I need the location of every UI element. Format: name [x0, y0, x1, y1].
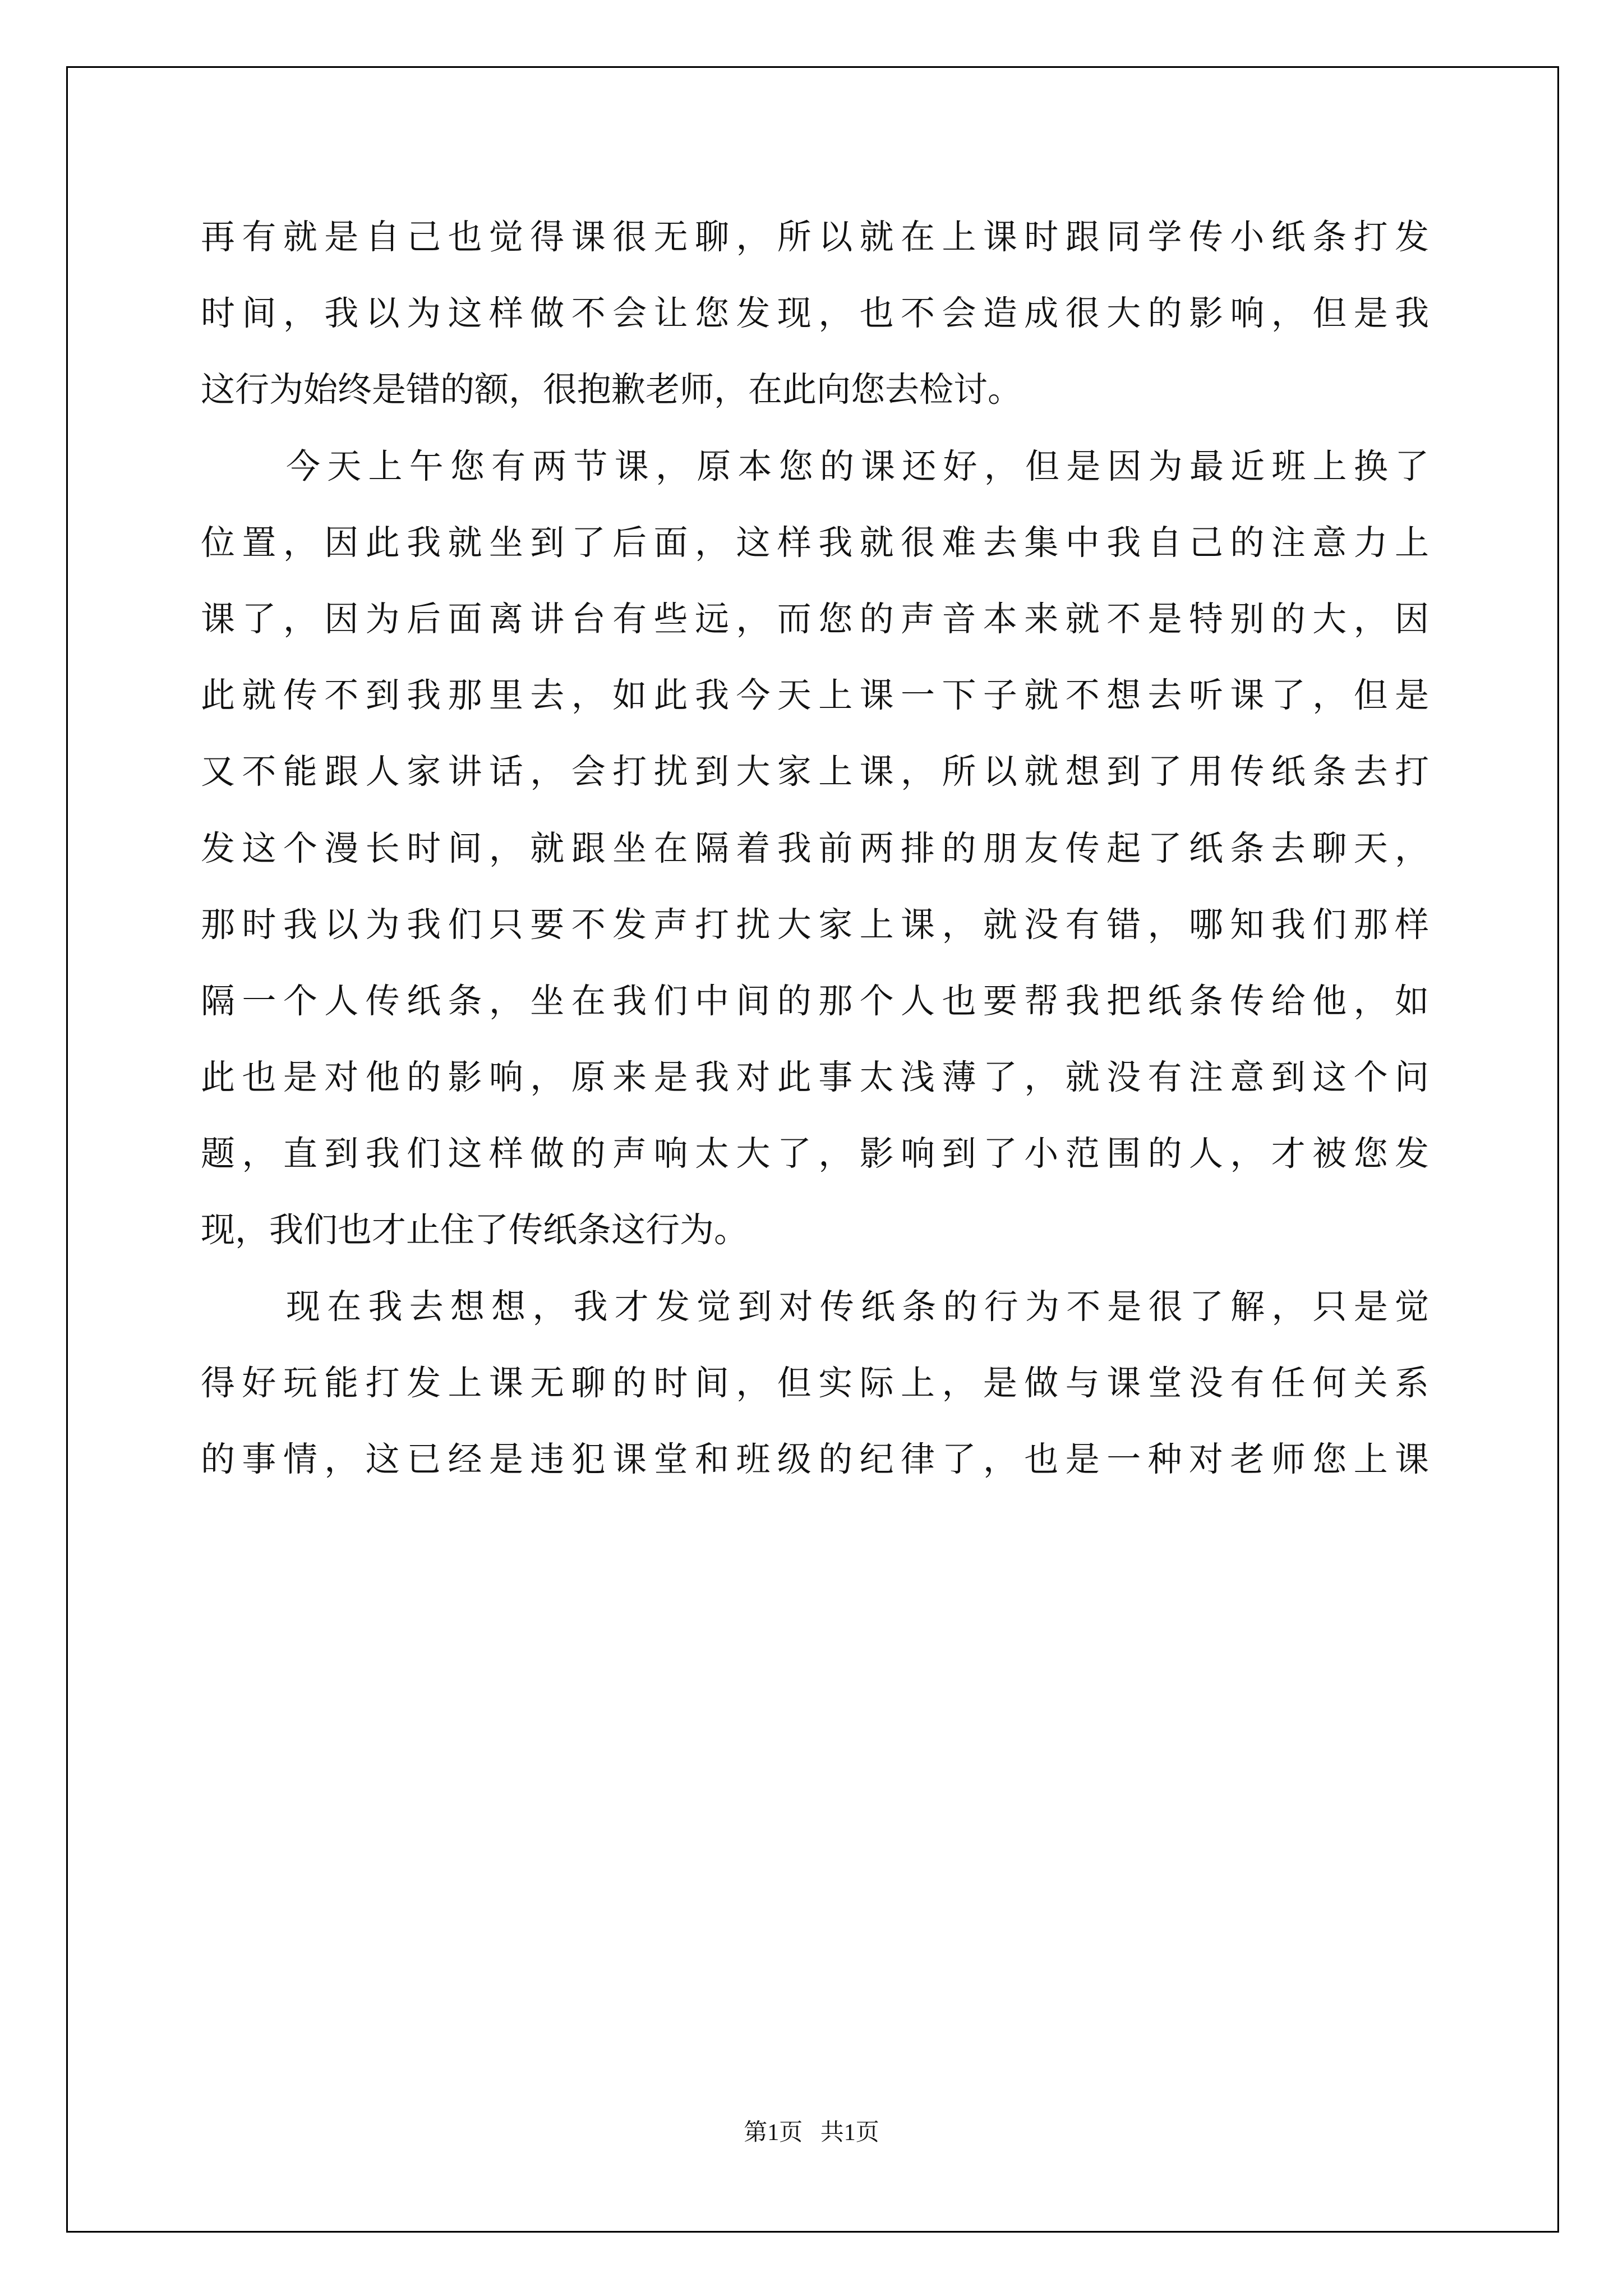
text-line: 题，直到我们这样做的声响太大了，影响到了小范围的人，才被您发: [201, 1134, 1429, 1174]
document-body: [201, 199, 1429, 1498]
text-line: 这行为始终是错的额，很抱歉老师，在此向您去检讨。: [201, 370, 1022, 410]
text-line: 的事情，这已经是违犯课堂和班级的纪律了，也是一种对老师您上课: [201, 1439, 1429, 1479]
text-line: 又不能跟人家讲话，会打扰到大家上课，所以就想到了用传纸条去打: [201, 752, 1429, 792]
text-line: 此也是对他的影响，原来是我对此事太浅薄了，就没有注意到这个问: [201, 1057, 1429, 1098]
page-number-footer: 第1页 共1页: [744, 2120, 879, 2146]
text-line: 课了，因为后面离讲台有些远，而您的声音本来就不是特别的大，因: [201, 599, 1429, 639]
paragraph-first-line: 现在我去想想，我才发觉到对传纸条的行为不是很了解，只是觉: [286, 1286, 1429, 1327]
text-line: 时间，我以为这样做不会让您发现，也不会造成很大的影响，但是我: [201, 293, 1429, 334]
text-line: 现，我们也才止住了传纸条这行为。: [201, 1210, 749, 1250]
text-line: 那时我以为我们只要不发声打扰大家上课，就没有错，哪知我们那样: [201, 904, 1429, 945]
text-line: 隔一个人传纸条，坐在我们中间的那个人也要帮我把纸条传给他，如: [201, 981, 1429, 1021]
text-line: 得好玩能打发上课无聊的时间，但实际上，是做与课堂没有任何关系: [201, 1363, 1429, 1403]
text-line: 发这个漫长时间，就跟坐在隔着我前两排的朋友传起了纸条去聊天，: [201, 828, 1429, 868]
text-line: 此就传不到我那里去，如此我今天上课一下子就不想去听课了，但是: [201, 675, 1429, 716]
text-line: 再有就是自己也觉得课很无聊，所以就在上课时跟同学传小纸条打发: [201, 217, 1429, 257]
text-line: 位置，因此我就坐到了后面，这样我就很难去集中我自己的注意力上: [201, 522, 1429, 563]
paragraph-first-line: 今天上午您有两节课，原本您的课还好，但是因为最近班上换了: [286, 446, 1429, 486]
